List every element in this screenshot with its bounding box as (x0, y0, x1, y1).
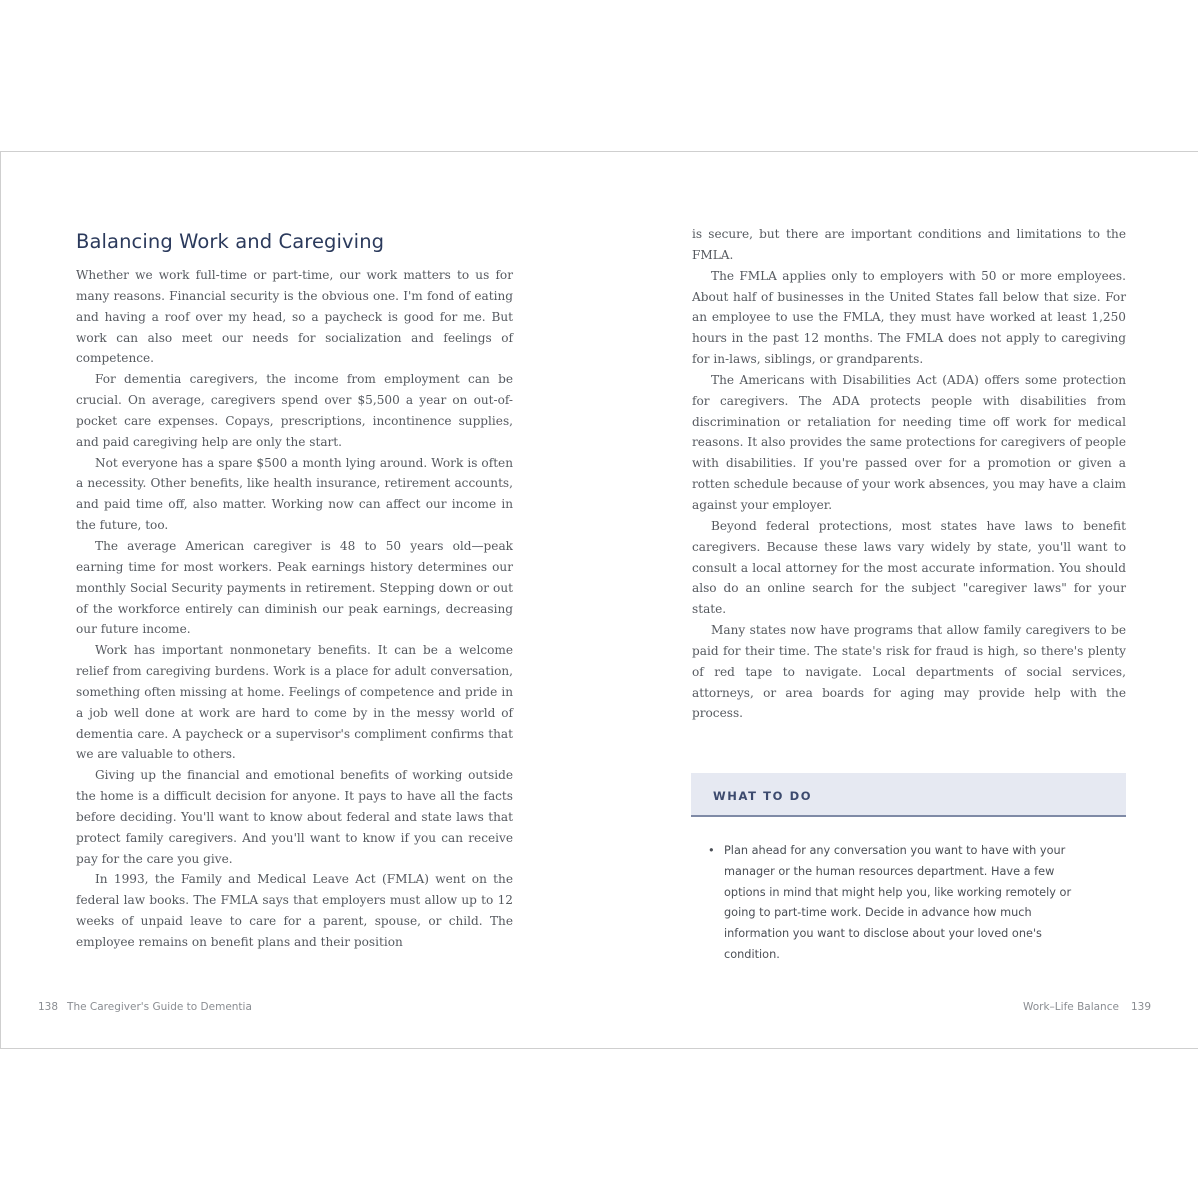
page-number: 138 (38, 1001, 59, 1013)
right-page (601, 152, 1198, 1048)
paragraph: Whether we work full-time or part-time, our work matters to us for many reasons. Financial security is the obvious one. I'm fond of eating and having a roof over my head, so a paycheck is good for me. But work can also meet our needs for socialization and feelings of competence. (76, 268, 513, 366)
paragraph: For dementia caregivers, the income from employment can be crucial. On average, caregivers spend over $5,500 a year on out-of-pocket care expenses. Copays, prescriptions, incontinence supplies, and paid caregiving help are only the start. (76, 372, 513, 449)
list-item: Plan ahead for any conversation you want to have with your manager or the human resources department. Have a few options in mind that might help you, like working remotely or going to part-time work. Decide in advance how much information you want to disclose about your loved one's condition. (724, 844, 1072, 961)
paragraph: Beyond federal protections, most states have laws to benefit caregivers. Because these laws vary widely by state, you'll want to consult a local attorney for the most accurate information. You should also do an online search for the subject "caregiver laws" for your state. (692, 518, 1126, 617)
right-body-text (692, 224, 1126, 724)
bullet-icon: • (708, 844, 715, 857)
paragraph: The FMLA applies only to employers with 50 or more employees. About half of businesses in the United States fall below that size. For an employee to use the FMLA, they must have worked at least 1,250 hours in the past 12 months. The FMLA does not apply to caregiving for in-laws, siblings, or grandparents. (692, 268, 1126, 367)
what-to-do-header (691, 773, 1126, 817)
left-folio (38, 1001, 252, 1013)
what-to-do-list (708, 841, 1096, 966)
paragraph: The Americans with Disabilities Act (ADA) offers some protection for caregivers. The ADA protects people with disabilities from discrimination or retaliation for needing time off work for medical reasons. It also provides the same protections for caregivers of people with disabilities. If you're passed over for a promotion or given a rotten schedule because of your work absences, you may have a claim against your employer. (692, 372, 1126, 512)
what-to-do-label: WHAT TO DO (713, 789, 813, 803)
paragraph: Not everyone has a spare $500 a month lying around. Work is often a necessity. Other benefits, like health insurance, retirement accounts, and paid time off, also matter. Working now can affect our income in the future, too. (76, 455, 513, 533)
page-number: 139 (1130, 1001, 1151, 1013)
left-body-text (76, 265, 513, 953)
paragraph: Many states now have programs that allow family caregivers to be paid for their time. The state's risk for fraud is high, so there's plenty of red tape to navigate. Local departments of social services, attorneys, or area boards for aging may provide help with the process. (692, 623, 1126, 721)
paragraph: Giving up the financial and emotional benefits of working outside the home is a difficult decision for anyone. It pays to have all the facts before deciding. You'll want to know about federal and state laws that protect family caregivers. And you'll want to know if you can receive pay for the care you give. (76, 768, 513, 866)
left-page (1, 152, 601, 1048)
book-spread (0, 151, 1198, 1049)
running-head: Work–Life Balance (1022, 1001, 1119, 1013)
paragraph: In 1993, the Family and Medical Leave Act (FMLA) went on the federal law books. The FMLA says that employers must allow up to 12 weeks of unpaid leave to care for a parent, spouse, or child. The employee remains on benefit plans and their position (76, 872, 513, 949)
paragraph: is secure, but there are important conditions and limitations to the FMLA. (692, 227, 1126, 262)
running-head: The Caregiver's Guide to Dementia (67, 1001, 252, 1013)
right-folio (1023, 1001, 1151, 1013)
paragraph: The average American caregiver is 48 to 50 years old—peak earning time for most workers. Peak earnings history determines our monthly Social Security payments in retirement. Stepping down or out of the workforce entirely can diminish our peak earnings, decreasing our future income. (76, 538, 513, 637)
paragraph: Work has important nonmonetary benefits. It can be a welcome relief from caregiving burdens. Work is a place for adult conversation, something often missing at home. Feelings of competence and pride in a job well done at work are hard to come by in the messy world of dementia care. A paycheck or a supervisor's compliment confirms that we are valuable to others. (76, 643, 513, 762)
section-title: Balancing Work and Caregiving (76, 230, 385, 253)
